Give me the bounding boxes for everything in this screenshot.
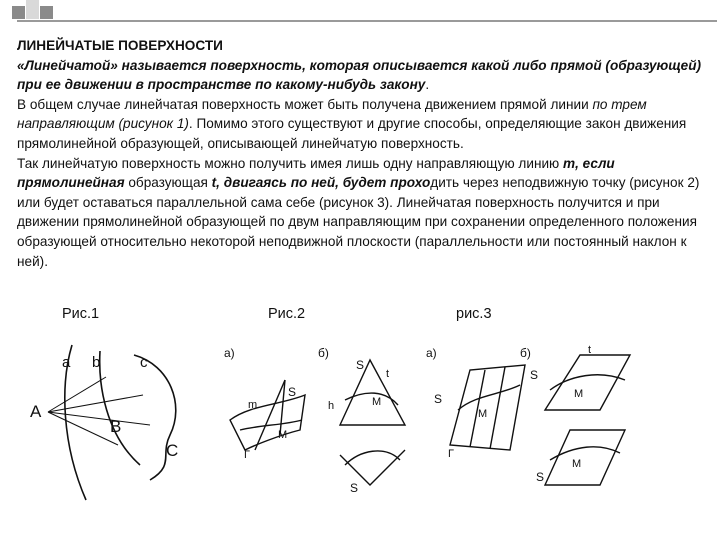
label-B: B <box>110 417 122 436</box>
guide-line-b <box>100 351 140 465</box>
plane-upper <box>545 355 630 410</box>
label-b: b <box>92 354 101 371</box>
fig2a-m: m <box>248 399 258 411</box>
label-c: c <box>140 354 148 371</box>
directrix-lower <box>550 447 620 460</box>
fig2b-S-lower: S <box>350 481 359 495</box>
slide-decoration <box>0 0 720 28</box>
deco-square <box>26 6 39 19</box>
para2-m: m <box>563 155 576 171</box>
definition: «Линейчатой» называется поверхность, которая описывается какой либо прямой (образующей) при ее движении в пространстве по какому-нибудь закону <box>17 57 702 93</box>
figures <box>0 325 720 540</box>
fig3b-S: S <box>530 368 539 382</box>
fig2b-h: h <box>328 400 335 412</box>
caption-fig1: Рис.1 <box>62 306 100 322</box>
fig3-part-b: б) <box>520 346 531 360</box>
directrix-m <box>240 420 302 430</box>
fig2b-t: t <box>386 368 390 380</box>
fig3b-t: t <box>588 344 592 356</box>
fig3b-S-lower: S <box>536 470 545 484</box>
definition-paragraph <box>17 56 709 95</box>
top-rule <box>17 20 717 22</box>
figure-3a <box>450 365 525 450</box>
fig2a-M: M <box>278 429 288 441</box>
deco-square <box>12 6 25 19</box>
slide-body <box>17 36 709 271</box>
label-C: C <box>166 441 179 460</box>
figure-3b <box>545 355 630 485</box>
fig3a-G: Г <box>448 448 454 460</box>
fig2a-G: Г <box>244 449 250 461</box>
para1-text-end: . Помимо этого существуют и другие способы, определяющие закон движения прямолинейной образующей, описывающей линейчатую поверхность. <box>17 116 687 151</box>
deco-square <box>26 0 39 6</box>
para2-comma: , <box>575 155 583 171</box>
directrix-m <box>458 385 520 410</box>
fig2-part-b: б) <box>318 346 329 360</box>
generator-line <box>490 367 505 449</box>
para2-text-mid: образующая <box>124 175 212 191</box>
deco-square <box>40 6 53 19</box>
fig2b-M: M <box>372 396 382 408</box>
plane-lower <box>545 430 625 485</box>
caption-fig2: Рис.2 <box>268 306 306 322</box>
para2-t: t <box>211 175 217 191</box>
label-a: a <box>62 354 71 371</box>
para2-bold: если прямолинейная <box>17 155 615 191</box>
label-A: A <box>30 402 42 421</box>
para2-text-end: дить через неподвижную точку (рисунок 2) или будет оставаться параллельной сама себе (рисунок 3). Линейчатая поверхность получится и при движении прямолинейной образующей по двум направляющим при сохранении определенного положения образующей относительно некоторой неподвижной плоскости (параллельности или постоянный наклон к ней). <box>17 175 700 269</box>
figure-2b <box>340 360 405 485</box>
fig3a-S: S <box>434 392 443 406</box>
para2-text: Так линейчатую поверхность можно получить имея лишь одну направляющую линию <box>17 155 564 171</box>
fig2b-S: S <box>356 358 365 372</box>
fig3b-M: M <box>574 388 584 400</box>
paragraph-2 <box>17 154 709 272</box>
para1-italic: по трем направляющим (рисунок 1) <box>17 96 647 132</box>
definition-end: . <box>425 77 430 93</box>
fig3a-M: M <box>478 408 488 420</box>
paragraph-1 <box>17 95 709 154</box>
directrix-upper <box>550 375 625 390</box>
guide-line-c <box>134 355 179 480</box>
fig2a-S: S <box>288 385 297 399</box>
fig2-part-a: а) <box>224 346 235 360</box>
fig3b-M-lower: M <box>572 458 582 470</box>
caption-fig3: рис.3 <box>456 306 492 322</box>
fig3-part-a: а) <box>426 346 437 360</box>
para2-bold-2: , двигаясь по ней, будет прохо <box>216 175 431 191</box>
para1-text: В общем случае линейчатая поверхность может быть получена движением прямой линии <box>17 96 593 112</box>
generator-line <box>48 412 150 425</box>
slide-heading: ЛИНЕЙЧАТЫЕ ПОВЕРХНОСТИ <box>17 38 223 53</box>
